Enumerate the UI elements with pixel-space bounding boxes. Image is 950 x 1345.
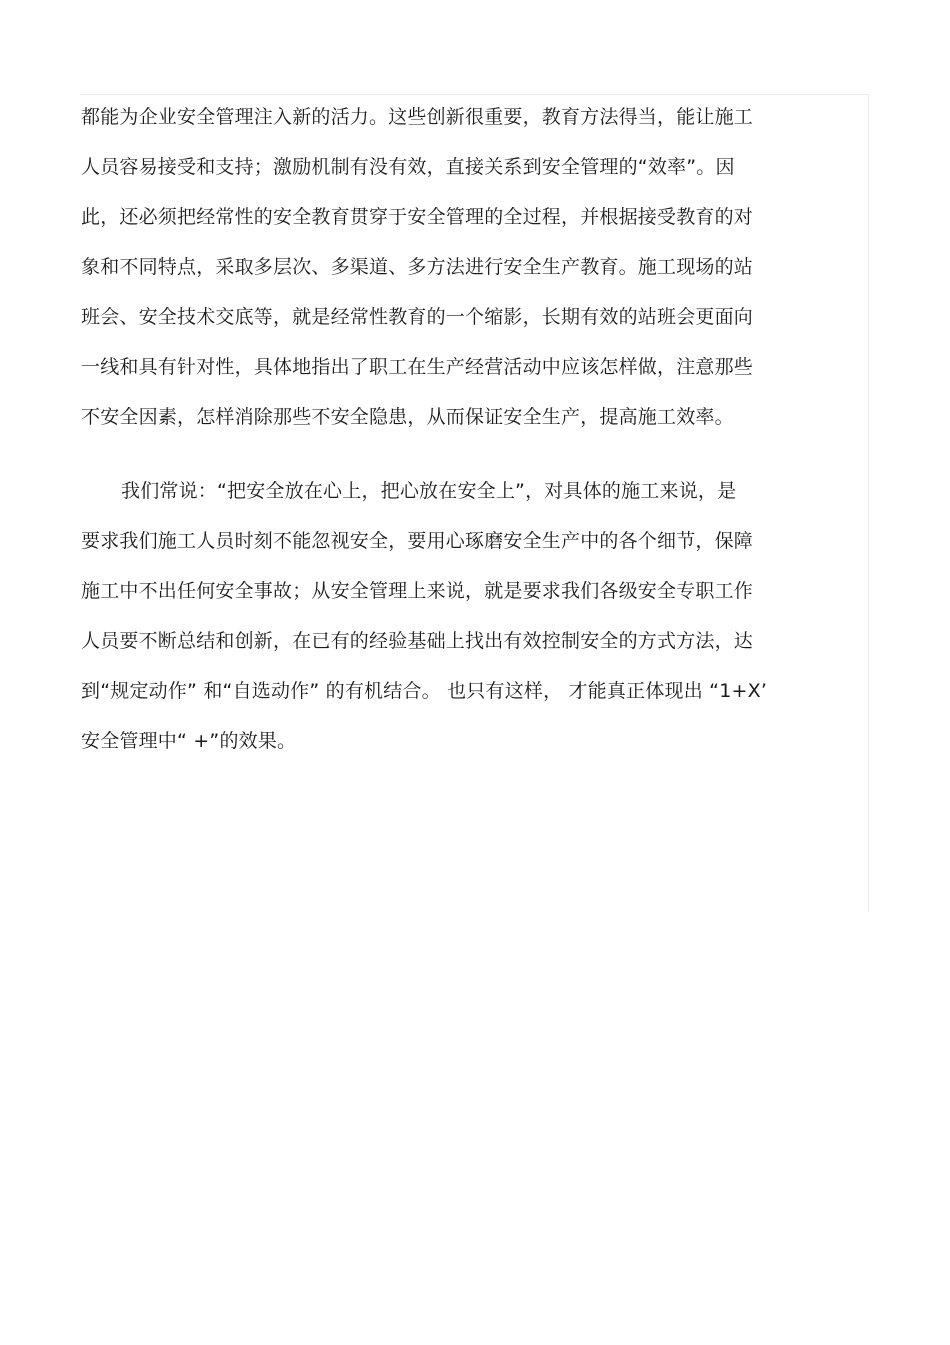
text-line: 都能为企业安全管理注入新的活力。这些创新很重要，教育方法得当，能让施工 (81, 106, 754, 128)
text-line: 施工中不出任何安全事故；从安全管理上来说，就是要求我们各级安全专职工作 (81, 580, 754, 602)
text-line: 人员容易接受和支持；激励机制有没有效，直接关系到安全管理的“效率”。因 (81, 156, 735, 178)
text-line: 安全管理中“ +”的效果。 (81, 730, 297, 752)
text-line: 班会、安全技术交底等，就是经常性教育的一个缩影，长期有效的站班会更面向 (81, 306, 754, 328)
text-line: 要求我们施工人员时刻不能忽视安全，要用心琢磨安全生产中的各个细节，保障 (81, 530, 754, 552)
text-line: 我们常说：“把安全放在心上，把心放在安全上”，对具体的施工来说，是 (121, 480, 737, 502)
text-line: 此，还必须把经常性的安全教育贯穿于安全管理的全过程，并根据接受教育的对 (81, 206, 754, 228)
text-line: 不安全因素，怎样消除那些不安全隐患，从而保证安全生产，提高施工效率。 (81, 406, 734, 428)
text-line: 象和不同特点，采取多层次、多渠道、多方法进行安全生产教育。施工现场的站 (81, 256, 754, 278)
text-line: 人员要不断总结和创新，在已有的经验基础上找出有效控制安全的方式方法，达 (81, 630, 754, 652)
text-line: 一线和具有针对性，具体地指出了职工在生产经营活动中应该怎样做，注意那些 (81, 356, 754, 378)
text-line: 到“规定动作” 和“自选动作” 的有机结合。 也只有这样， 才能真正体现出 “1+X’ (81, 680, 768, 702)
